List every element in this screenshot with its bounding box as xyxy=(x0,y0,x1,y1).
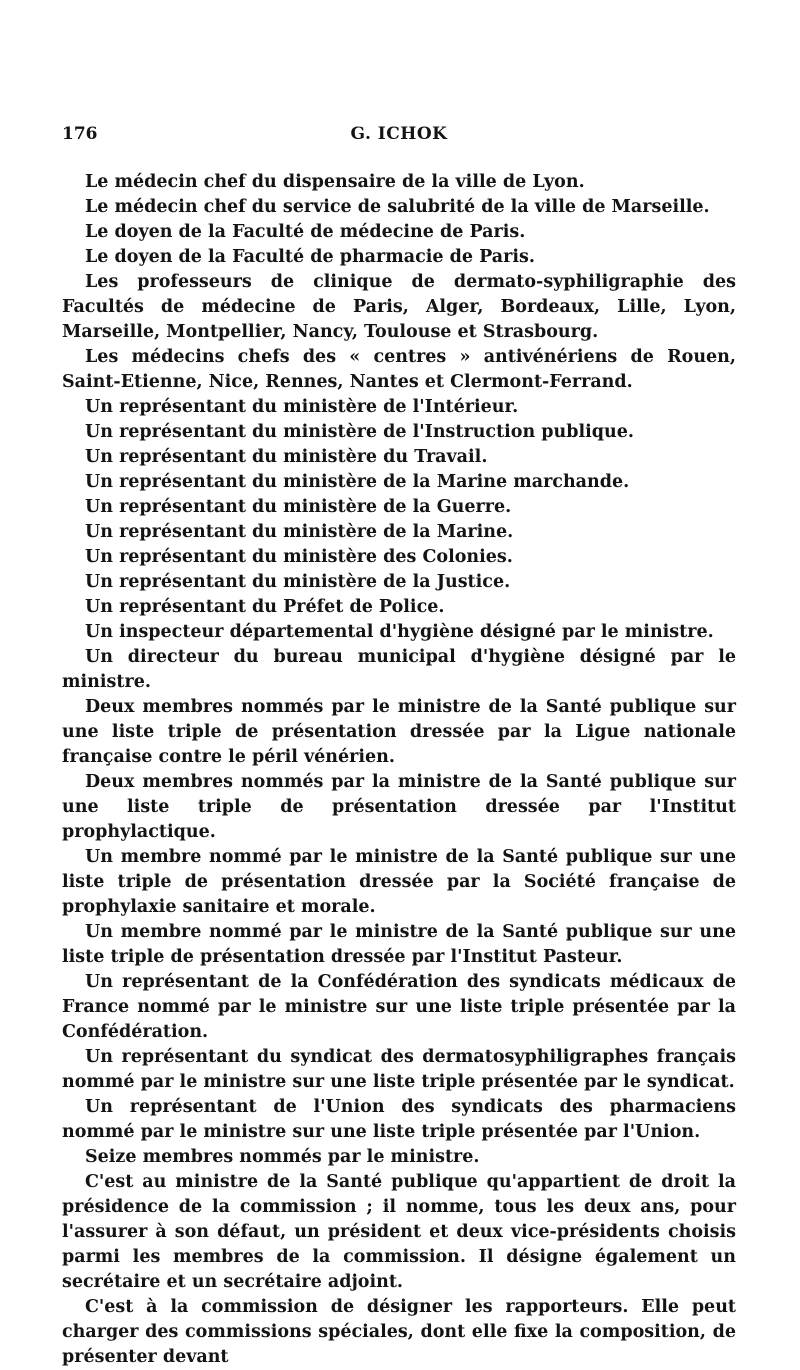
paragraph: Un membre nommé par le ministre de la Santé publique sur une liste triple de présentation dressée par l'Institut Pasteur. xyxy=(62,922,736,967)
paragraph: Seize membres nommés par le ministre. xyxy=(85,1147,480,1167)
paragraph: Les médecins chefs des « centres » antivénériens de Rouen, Saint-Etienne, Nice, Rennes, Nantes et Clermont-Ferrand. xyxy=(62,347,736,392)
page-number: 176 xyxy=(62,124,98,144)
paragraph: Un représentant de l'Union des syndicats des pharmaciens nommé par le ministre sur une liste triple présentée par l'Union. xyxy=(62,1097,736,1142)
paragraph: Le médecin chef du dispensaire de la ville de Lyon. xyxy=(85,172,585,192)
paragraph: Un représentant du ministère de la Justice. xyxy=(85,572,511,592)
paragraph: Un représentant du Préfet de Police. xyxy=(85,597,445,617)
page-header xyxy=(62,124,736,148)
paragraph: Deux membres nommés par le ministre de la Santé publique sur une liste triple de présentation dressée par la Ligue nationale française contre le péril vénérien. xyxy=(62,697,736,767)
paragraph: Un représentant du ministère de la Guerre. xyxy=(85,497,512,517)
paragraph: Le doyen de la Faculté de pharmacie de Paris. xyxy=(85,247,535,267)
paragraph: Les professeurs de clinique de dermato-syphiligraphie des Facultés de médecine de Paris, Alger, Bordeaux, Lille, Lyon, Marseille, Montpellier, Nancy, Toulouse et Strasbourg. xyxy=(62,272,736,342)
paragraph: Le doyen de la Faculté de médecine de Paris. xyxy=(85,222,526,242)
paragraph: Deux membres nommés par la ministre de la Santé publique sur une liste triple de présentation dressée par l'Institut prophylactique. xyxy=(62,772,736,842)
paragraph: Un membre nommé par le ministre de la Santé publique sur une liste triple de présentation dressée par la Société française de prophylaxie sanitaire et morale. xyxy=(62,847,736,917)
paragraph: Un inspecteur départemental d'hygiène désigné par le ministre. xyxy=(85,622,714,642)
paragraph: Un représentant du ministère des Colonies. xyxy=(85,547,513,567)
paragraph: Un représentant du ministère de la Marine. xyxy=(85,522,514,542)
body-text xyxy=(62,170,736,1370)
paragraph: Un directeur du bureau municipal d'hygiène désigné par le ministre. xyxy=(62,647,736,692)
paragraph: Un représentant du ministère du Travail. xyxy=(85,447,488,467)
paragraph: Un représentant du syndicat des dermatosyphiligraphes français nommé par le ministre sur une liste triple présentée par le syndicat. xyxy=(62,1047,736,1092)
paragraph: Le médecin chef du service de salubrité de la ville de Marseille. xyxy=(85,197,710,217)
paragraph: Un représentant de la Confédération des syndicats médicaux de France nommé par le ministre sur une liste triple présentée par la Confédération. xyxy=(62,972,736,1042)
paragraph: Un représentant du ministère de l'Intérieur. xyxy=(85,397,519,417)
paragraph: Un représentant du ministère de la Marine marchande. xyxy=(85,472,630,492)
paragraph: C'est à la commission de désigner les rapporteurs. Elle peut charger des commissions spéciales, dont elle fixe la composition, de présenter devant xyxy=(62,1297,736,1367)
paragraph: Un représentant du ministère de l'Instruction publique. xyxy=(85,422,634,442)
running-head: G. ICHOK xyxy=(350,124,448,144)
paragraph: C'est au ministre de la Santé publique qu'appartient de droit la présidence de la commission ; il nomme, tous les deux ans, pour l'assurer à son défaut, un président et deux vice-présidents choisis parmi les membres de la commission. Il désigne également un secrétaire et un secrétaire adjoint. xyxy=(62,1172,736,1292)
